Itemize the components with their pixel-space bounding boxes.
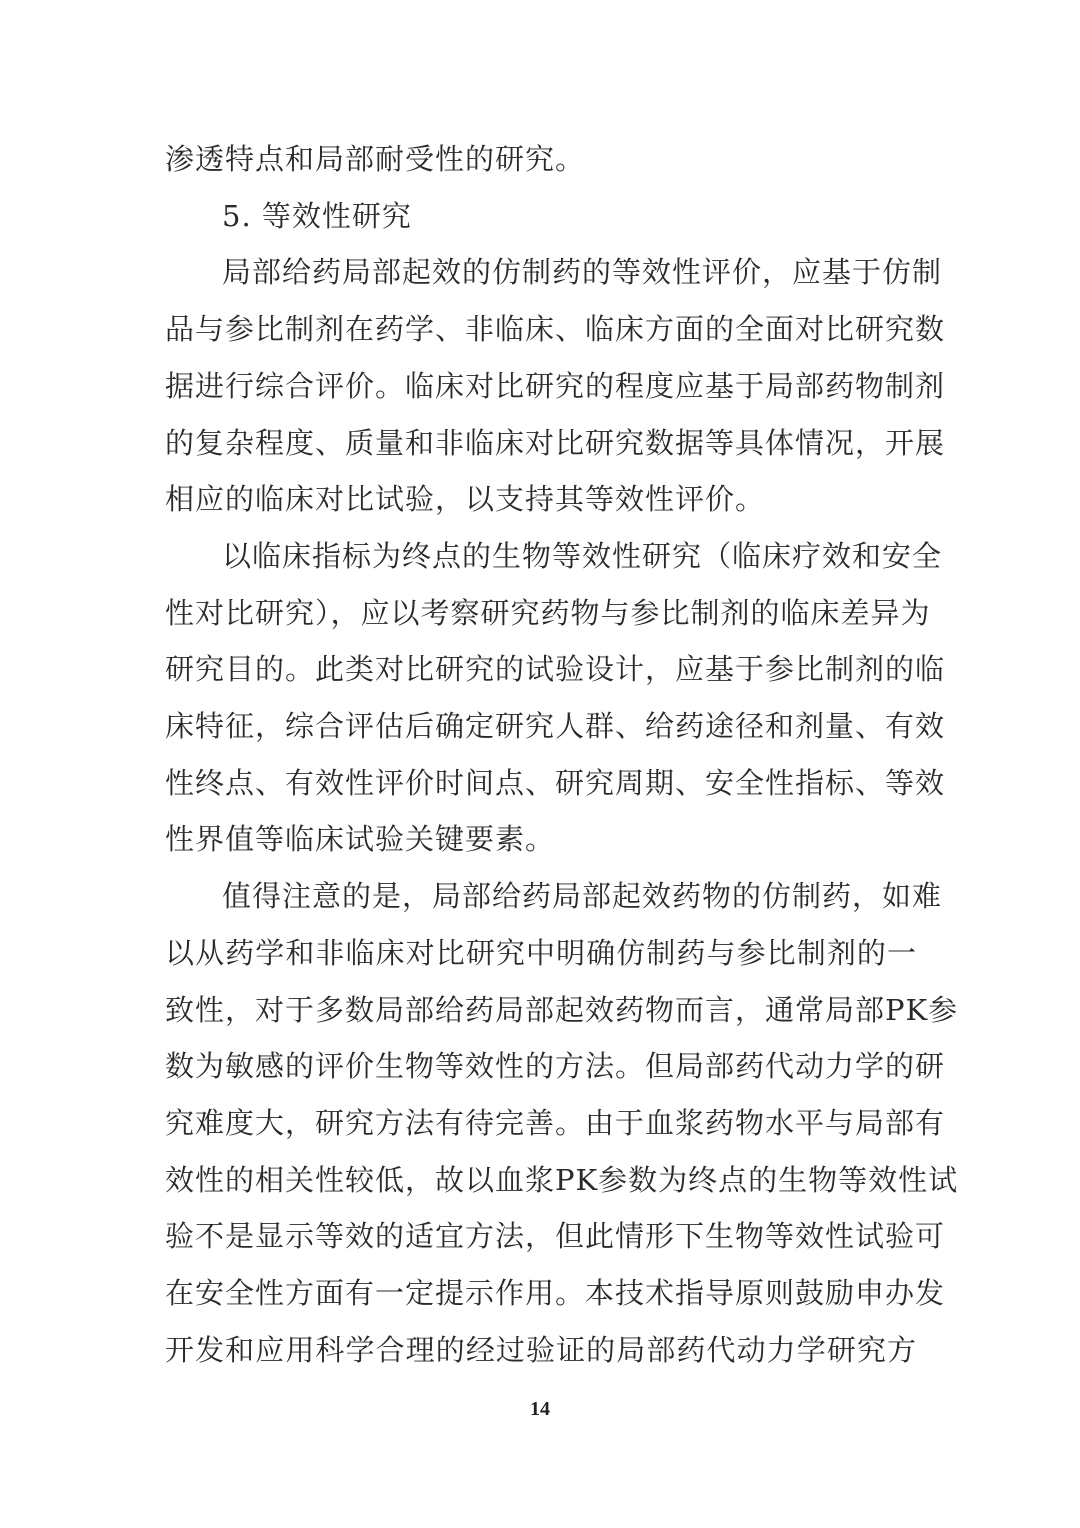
- text-line-4: 品与参比制剂在药学、非临床、临床方面的全面对比研究数: [165, 312, 946, 347]
- text-line-16: 致性，对于多数局部给药局部起效药物而言，通常局部PK参: [165, 992, 959, 1027]
- text-line-17: 数为敏感的评价生物等效性的方法。但局部药代动力学的研: [165, 1049, 946, 1084]
- page-number: 14: [530, 1398, 550, 1420]
- text-line-20: 验不是显示等效的适宜方法，但此情形下生物等效性试验可: [165, 1219, 946, 1254]
- text-line-3: 局部给药局部起效的仿制药的等效性评价，应基于仿制: [222, 255, 943, 290]
- text-line-18: 究难度大，研究方法有待完善。由于血浆药物水平与局部有: [165, 1105, 946, 1140]
- text-line-12: 性终点、有效性评价时间点、研究周期、安全性指标、等效: [165, 765, 946, 800]
- text-line-19: 效性的相关性较低，故以血浆PK参数为终点的生物等效性试: [165, 1162, 959, 1197]
- text-line-10: 研究目的。此类对比研究的试验设计，应基于参比制剂的临: [165, 652, 946, 687]
- text-line-8: 以临床指标为终点的生物等效性研究（临床疗效和安全: [222, 538, 943, 573]
- text-line-5: 据进行综合评价。临床对比研究的程度应基于局部药物制剂: [165, 368, 946, 403]
- text-line-13: 性界值等临床试验关键要素。: [165, 822, 556, 857]
- section-heading-5: 5. 等效性研究: [222, 198, 412, 233]
- text-line-21: 在安全性方面有一定提示作用。本技术指导原则鼓励申办发: [165, 1276, 946, 1310]
- text-line-15: 以从药学和非临床对比研究中明确仿制药与参比制剂的一: [165, 935, 917, 970]
- text-line-11: 床特征，综合评估后确定研究人群、给药途径和剂量、有效: [165, 709, 946, 743]
- text-line-22: 开发和应用科学合理的经过验证的局部药代动力学研究方: [165, 1332, 917, 1367]
- text-line-1: 渗透特点和局部耐受性的研究。: [165, 142, 586, 176]
- text-line-14: 值得注意的是，局部给药局部起效药物的仿制药，如难: [222, 879, 943, 914]
- text-line-6: 的复杂程度、质量和非临床对比研究数据等具体情况，开展: [165, 425, 946, 460]
- text-line-7: 相应的临床对比试验，以支持其等效性评价。: [165, 482, 766, 517]
- text-line-9: 性对比研究），应以考察研究药物与参比制剂的临床差异为: [165, 595, 931, 630]
